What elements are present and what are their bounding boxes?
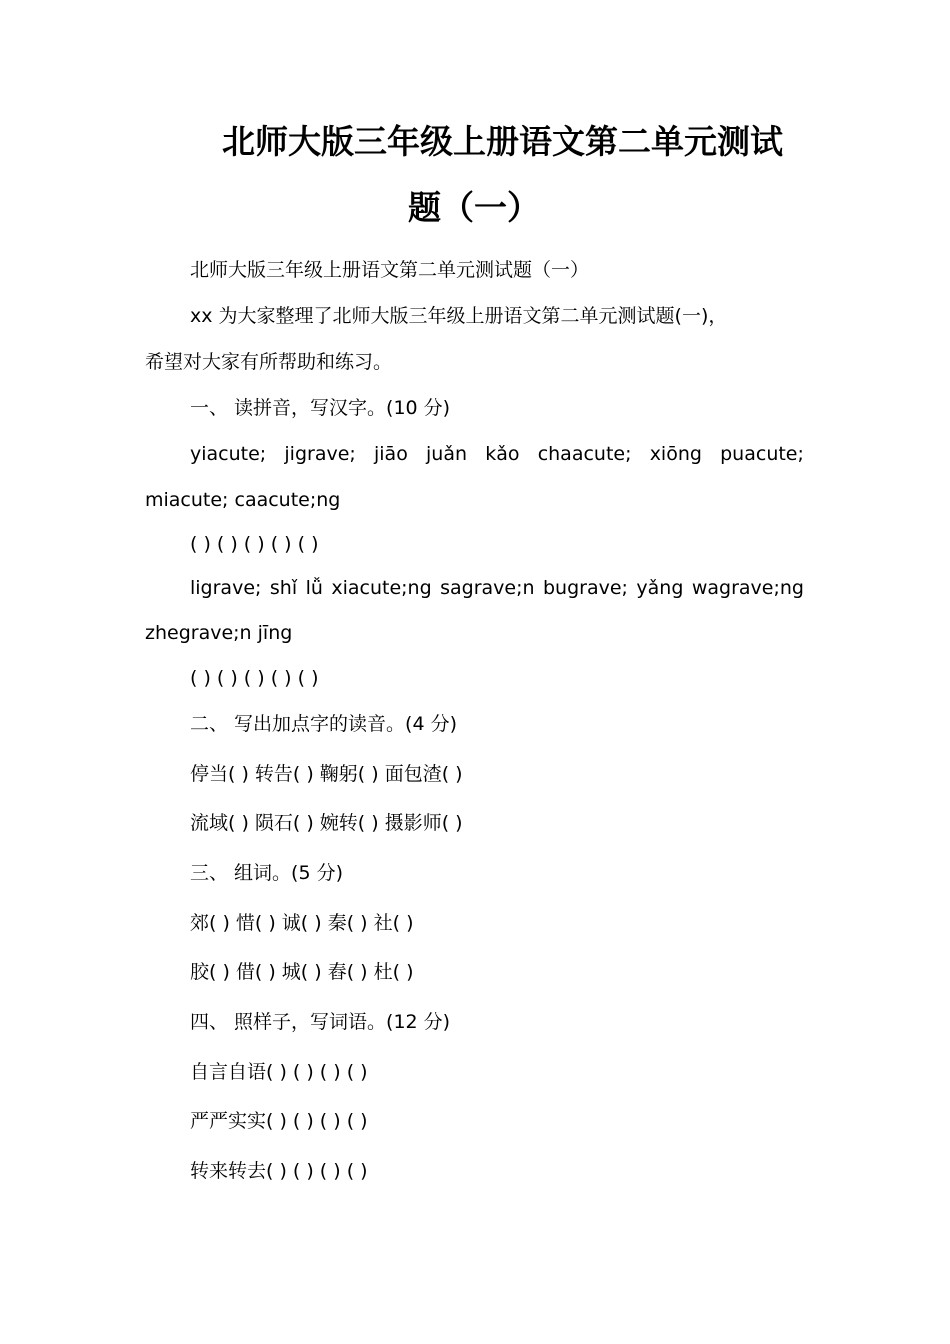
document-title-line2: 题（一）	[408, 188, 540, 227]
pinyin-word: chaacute;	[537, 443, 632, 465]
pinyin-word: jigrave;	[284, 443, 356, 465]
document-title-line1: 北师大版三年级上册语文第二单元测试	[222, 122, 783, 161]
pinyin-word: puacute;	[720, 443, 804, 465]
pinyin-word: yiacute;	[190, 443, 267, 465]
pinyin-word: kǎo	[485, 443, 520, 465]
pinyin-row2	[190, 575, 804, 601]
pinyin-word: yǎng	[636, 577, 684, 599]
pinyin-row1-continued: miacute; caacute;ng	[145, 489, 341, 511]
answer-blanks-row2: ( ) ( ) ( ) ( ) ( )	[190, 667, 319, 689]
pinyin-word: xiōng	[649, 443, 702, 465]
pinyin-row1	[190, 441, 804, 467]
section2-heading: 二、 写出加点字的读音。(4 分)	[190, 713, 457, 735]
pinyin-word: jiāo	[374, 443, 408, 465]
pinyin-word: juǎn	[426, 443, 468, 465]
intro-line1: xx 为大家整理了北师大版三年级上册语文第二单元测试题(一)，	[190, 305, 728, 327]
section4-row2: 严严实实( ) ( ) ( ) ( )	[190, 1110, 368, 1132]
pinyin-word: ligrave;	[190, 577, 262, 599]
pinyin-word: lǚ	[305, 577, 323, 599]
section3-row2: 胶( ) 借( ) 城( ) 舂( ) 杜( )	[190, 961, 414, 983]
pinyin-word: bugrave;	[543, 577, 628, 599]
intro-line2: 希望对大家有所帮助和练习。	[145, 351, 393, 373]
section4-row3: 转来转去( ) ( ) ( ) ( )	[190, 1160, 368, 1182]
section4-row1: 自言自语( ) ( ) ( ) ( )	[190, 1061, 368, 1083]
pinyin-word: shǐ	[269, 577, 298, 599]
section1-heading: 一、 读拼音，写汉字。(10 分)	[190, 397, 451, 419]
pinyin-word: xiacute;ng	[331, 577, 432, 599]
pinyin-word: wagrave;ng	[691, 577, 804, 599]
section4-heading: 四、 照样子，写词语。(12 分)	[190, 1011, 451, 1033]
pinyin-row2-continued: zhegrave;n jīng	[145, 622, 293, 644]
pinyin-word: sagrave;n	[440, 577, 535, 599]
subtitle: 北师大版三年级上册语文第二单元测试题（一）	[190, 259, 590, 281]
section3-heading: 三、 组词。(5 分)	[190, 862, 343, 884]
section3-row1: 郊( ) 惜( ) 诚( ) 秦( ) 社( )	[190, 912, 414, 934]
answer-blanks-row1: ( ) ( ) ( ) ( ) ( )	[190, 533, 319, 555]
section2-row2: 流域( ) 陨石( ) 婉转( ) 摄影师( )	[190, 812, 463, 834]
section2-row1: 停当( ) 转告( ) 鞠躬( ) 面包渣( )	[190, 763, 463, 785]
